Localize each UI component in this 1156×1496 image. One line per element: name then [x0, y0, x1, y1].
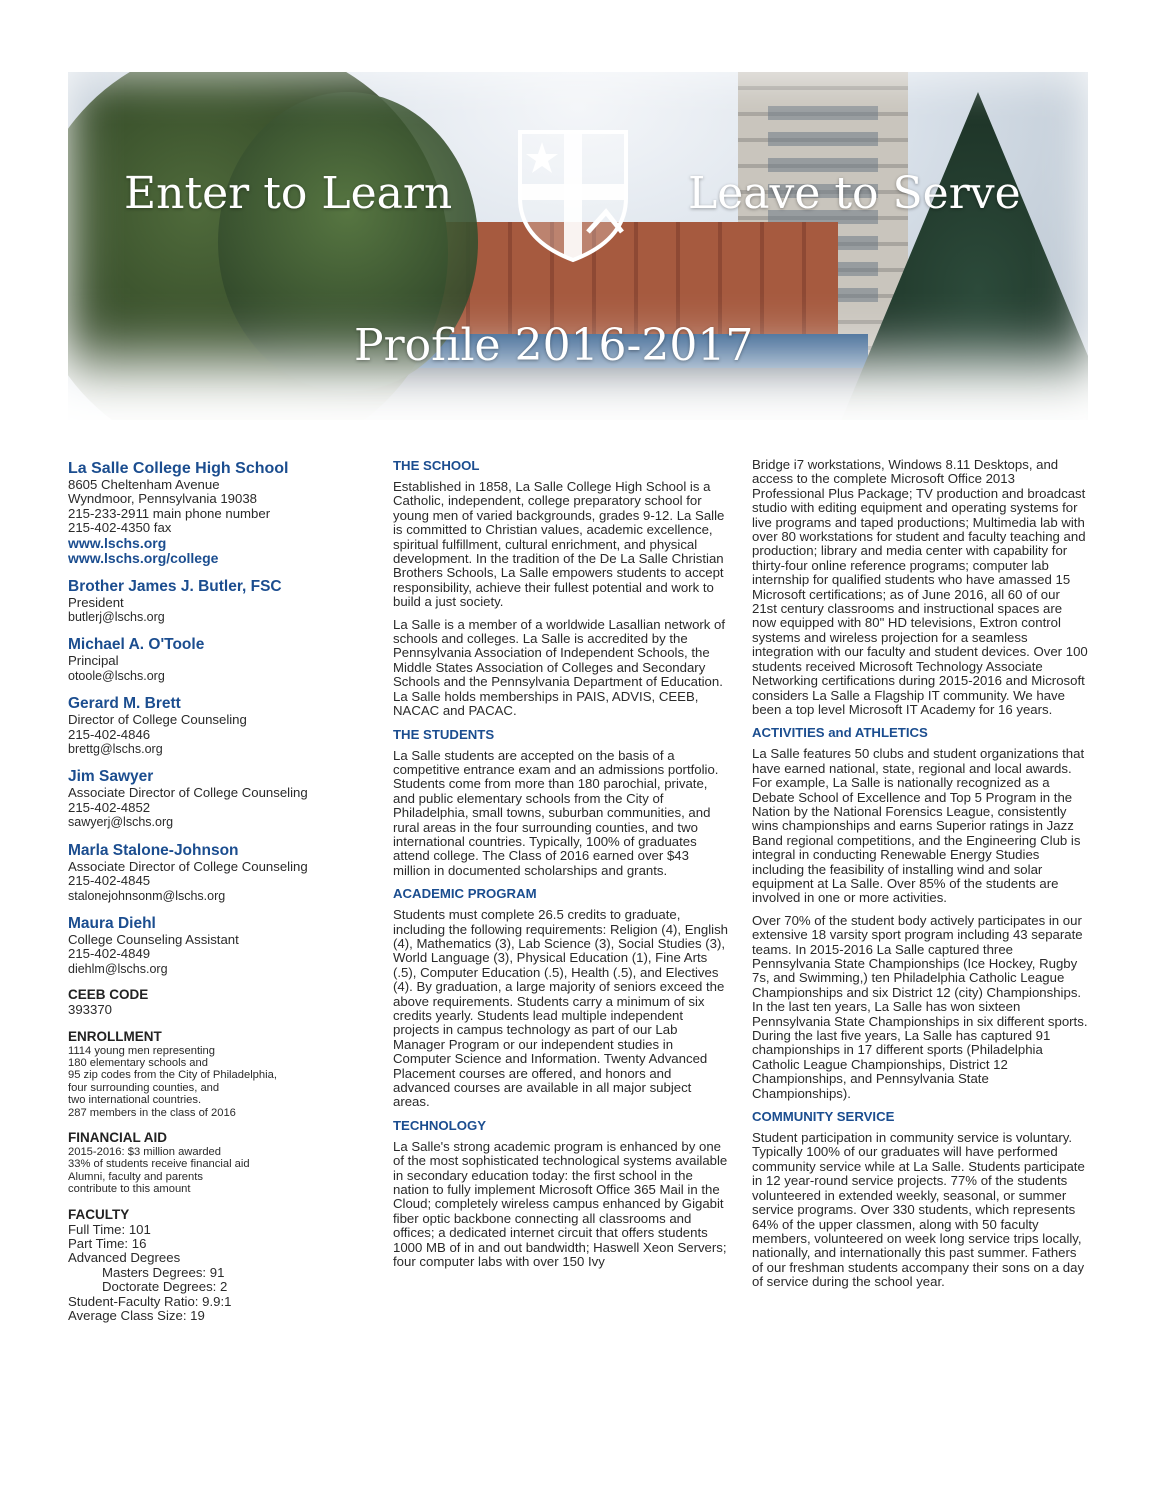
main-column — [393, 458, 728, 1278]
financial-aid-line: Alumni, faculty and parents — [68, 1170, 203, 1183]
contact-entry — [68, 842, 350, 903]
section-paragraph: La Salle students are accepted on the basis of a competitive entrance exam and an admissions portfolio. Students come from more than 180 parochial, private, and public elementary schools from the City of Philadelphia, small towns, suburban communities, and rural areas in the four surrounding counties, and two international countries. Typically, 100% of graduates attend college. The Class of 2016 earned over $43 million in documented scholarships and grants. — [393, 747, 719, 878]
faculty-doctorate: Doctorate Degrees: 2 — [102, 1279, 228, 1295]
faculty-class-size: Average Class Size: 19 — [68, 1308, 205, 1324]
faculty-masters: Masters Degrees: 91 — [102, 1264, 225, 1280]
section-paragraph: La Salle's strong academic program is enhanced by one of the most sophisticated technological systems available in secondary education today: the first school in the nation to fully implement Microsoft Office 365 Mail in the Cloud; completely wireless campus enhanced by Gigabit fiber optic backbone connecting all classrooms and offices; a dedicated internet circuit that offers students 1000 MB of in and out bandwidth; Haswell Xeon Servers; four computer labs with over 150 Ivy — [393, 1138, 728, 1270]
fax-line: 215-402-4350 fax — [68, 520, 172, 536]
enrollment-line: 180 elementary schools and — [68, 1056, 208, 1069]
contact-title: President — [68, 594, 124, 610]
contact-entry — [68, 915, 350, 976]
school-crest-icon — [516, 128, 630, 264]
financial-aid-line: contribute to this amount — [68, 1183, 191, 1196]
contact-title: Associate Director of College Counseling — [68, 785, 308, 801]
section-title: THE SCHOOL — [393, 458, 480, 473]
contact-phone: 215-402-4845 — [68, 873, 151, 889]
faculty-full-time: Full Time: 101 — [68, 1221, 151, 1237]
faculty-advanced-degrees: Advanced Degrees — [68, 1250, 181, 1266]
section-paragraph: La Salle features 50 clubs and student organizations that have earned national, state, regional and local awards. For example, La Salle is nationally recognized as a Debate School of Excellence and Top 5 Program in the Nation by the National Forensics League, consistently wins championships and earns Superior ratings in Jazz Band regional competitions, and the Engineering Club is integral in conducting Renewable Energy Studies including the feasibility of installing wind and solar equipment at La Salle. Over 85% of the students are involved in one or more activities. — [752, 746, 1085, 906]
contact-entry — [68, 768, 350, 829]
financial-aid-line: 33% of students receive financial aid — [68, 1158, 250, 1171]
section-title: TECHNOLOGY — [393, 1117, 487, 1133]
section-title: ACADEMIC PROGRAM — [393, 886, 537, 902]
section-paragraph: Established in 1858, La Salle College High School is a Catholic, independent, college preparatory school for young men of varied backgrounds, grades 9-12. La Salle is committed to Christian values, academic excellence, spiritual fulfillment, cultural enrichment, and physical development. In the tradition of the De La Salle Christian Brothers Schools, La Salle empowers students to accept responsibility, achieve their fullest potential and work to build a just society. — [393, 479, 725, 610]
motto-left: Enter to Learn — [124, 168, 453, 219]
section-activities-athletics — [752, 725, 1088, 1101]
section-technology — [393, 1118, 728, 1270]
contact-entry — [68, 636, 350, 683]
contact-email[interactable]: stalonejohnsonm@lschs.org — [68, 888, 226, 903]
section-paragraph: La Salle is a member of a worldwide Lasallian network of schools and colleges. La Salle is accredited by the Pennsylvania Association of Independent Schools, the Middle States Association of Colleges and Secondary Schools and the Pennsylvania Department of Education. La Salle holds memberships in PAIS, ADVIS, CEEB, NACAC and PACAC. — [393, 616, 726, 719]
contact-entry — [68, 578, 350, 625]
contact-title: Director of College Counseling — [68, 712, 247, 728]
college-website-link[interactable]: www.lschs.org/college — [68, 549, 219, 566]
contact-email[interactable]: otoole@lschs.org — [68, 668, 165, 683]
contact-email[interactable]: brettg@lschs.org — [68, 742, 163, 757]
contact-name: Jim Sawyer — [68, 768, 154, 786]
financial-aid-block — [68, 1130, 350, 1196]
contact-name: Marla Stalone-Johnson — [68, 841, 239, 859]
section-title: ACTIVITIES and ATHLETICS — [752, 725, 928, 741]
enrollment-block — [68, 1029, 350, 1119]
address-line: Wyndmoor, Pennsylvania 19038 — [68, 491, 258, 507]
contact-name: Maura Diehl — [68, 914, 156, 932]
right-column — [752, 458, 1088, 1298]
contact-title: Principal — [68, 653, 119, 669]
enrollment-line: four surrounding counties, and — [68, 1081, 220, 1094]
faculty-part-time: Part Time: 16 — [68, 1236, 147, 1251]
section-the-school — [393, 458, 728, 719]
header-banner — [68, 72, 1088, 420]
contact-email[interactable]: sawyerj@lschs.org — [68, 815, 174, 830]
school-name: La Salle College High School — [68, 460, 289, 477]
contact-phone: 215-402-4849 — [68, 946, 151, 962]
profile-title: Profile 2016-2017 — [354, 320, 754, 371]
section-paragraph: Over 70% of the student body actively participates in our extensive 18 varsity sport program including 43 separate teams. In 2015-2016 La Salle captured three Pennsylvania State Championships (Ice Hockey, Rugby 7s, and Swimming,) ten Philadelphia Catholic League Championships and six District 12 (city) Championships. In the last ten years, La Salle has won sixteen Pennsylvania State Championships in six different sports. During the last five years, La Salle has captured 91 championships in 17 different sports (Philadelphia Catholic League Championships, District 12 Championships, and Pennsylvania State Championships). — [752, 912, 1088, 1101]
section-the-students — [393, 727, 728, 879]
enrollment-title: ENROLLMENT — [68, 1028, 162, 1044]
section-title: THE STUDENTS — [393, 726, 495, 742]
enrollment-line: 1114 young men representing — [68, 1044, 215, 1057]
contact-title: Associate Director of College Counseling — [68, 858, 308, 874]
faculty-ratio: Student-Faculty Ratio: 9.9:1 — [68, 1293, 232, 1309]
financial-aid-title: FINANCIAL AID — [68, 1129, 167, 1145]
contact-email[interactable]: diehlm@lschs.org — [68, 961, 168, 976]
website-link[interactable]: www.lschs.org — [68, 534, 167, 551]
section-paragraph: Bridge i7 workstations, Windows 8.11 Desktops, and access to the complete Microsoft Office 2013 Professional Plus Package; TV production and broadcast studio with editing equipment and operating systems for live programs and taped productions; Multimedia lab with over 80 workstations for student and faculty teaching and production; library and media center with capability for thirty-four online reference programs; computer lab internship for qualified students who have amassed 15 Microsoft certifications; as of June 2016, all 60 of our 21st century classrooms and instructional spaces are now equipped with 80" HD televisions, Extron control systems and wireless projection for a seamless integration with our faculty and student devices. Over 100 students received Microsoft Technology Associate Networking certifications during 2015-2016 and Microsoft considers La Salle a Flagship IT community. We have been a top level Microsoft IT Academy for 16 years. — [752, 457, 1088, 717]
contact-name: Michael A. O'Toole — [68, 636, 205, 654]
contact-phone: 215-402-4852 — [68, 799, 151, 815]
financial-aid-line: 2015-2016: $3 million awarded — [68, 1145, 221, 1158]
contact-name: Gerard M. Brett — [68, 695, 181, 713]
section-technology-continued — [752, 458, 1088, 717]
contact-email[interactable]: butlerj@lschs.org — [68, 610, 165, 625]
section-academic-program — [393, 886, 728, 1110]
contact-column — [68, 458, 350, 1323]
faculty-block — [68, 1207, 350, 1324]
phone-line: 215-233-2911 main phone number — [68, 505, 271, 521]
ceeb-title: CEEB CODE — [68, 987, 149, 1003]
ceeb-code: 393370 — [68, 1002, 113, 1018]
section-paragraph: Student participation in community service is voluntary. Typically 100% of our graduates will have performed community service while at La Salle. Students participate in 12 year-round service projects. 77% of the students volunteered in extended weekly, seasonal, or summer service programs. Over 330 students, which represents 64% of the upper classmen, along with 50 faculty members, volunteered on week long service trips locally, nationally, and internationally this past summer. Fathers of our freshman students accompany their sons on a day of service during the school year. — [752, 1130, 1085, 1290]
motto-right: Leave to Serve — [688, 168, 1021, 219]
contact-name: Brother James J. Butler, FSC — [68, 577, 282, 595]
enrollment-line: 287 members in the class of 2016 — [68, 1106, 236, 1119]
address-line: 8605 Cheltenham Avenue — [68, 477, 220, 492]
enrollment-line: two international countries. — [68, 1094, 202, 1107]
section-paragraph: Students must complete 26.5 credits to graduate, including the following requirements: Religion (4), English (4), Mathematics (3), Lab Science (3), Social Studies (3), World Language (3), Physical Education (1), Fine Arts (.5), Computer Education (.5), Health (.5), and Electives (4). By graduation, a large majority of seniors exceed the above requirements. Students carry a minimum of six credits yearly. Students lead multiple independent projects in campus technology as part of our Lab Manager Program or our independent studies in Computer Science and Information. Twenty Advanced Placement courses are offered, and honors and advanced courses are available in all major subject areas. — [393, 907, 728, 1110]
contact-entry — [68, 695, 350, 756]
contact-title: College Counseling Assistant — [68, 931, 239, 947]
ceeb-block — [68, 987, 350, 1017]
contact-phone: 215-402-4846 — [68, 726, 151, 742]
enrollment-line: 95 zip codes from the City of Philadelphia, — [68, 1069, 277, 1082]
section-title: COMMUNITY SERVICE — [752, 1109, 895, 1125]
section-community-service — [752, 1109, 1088, 1289]
faculty-title: FACULTY — [68, 1206, 130, 1222]
